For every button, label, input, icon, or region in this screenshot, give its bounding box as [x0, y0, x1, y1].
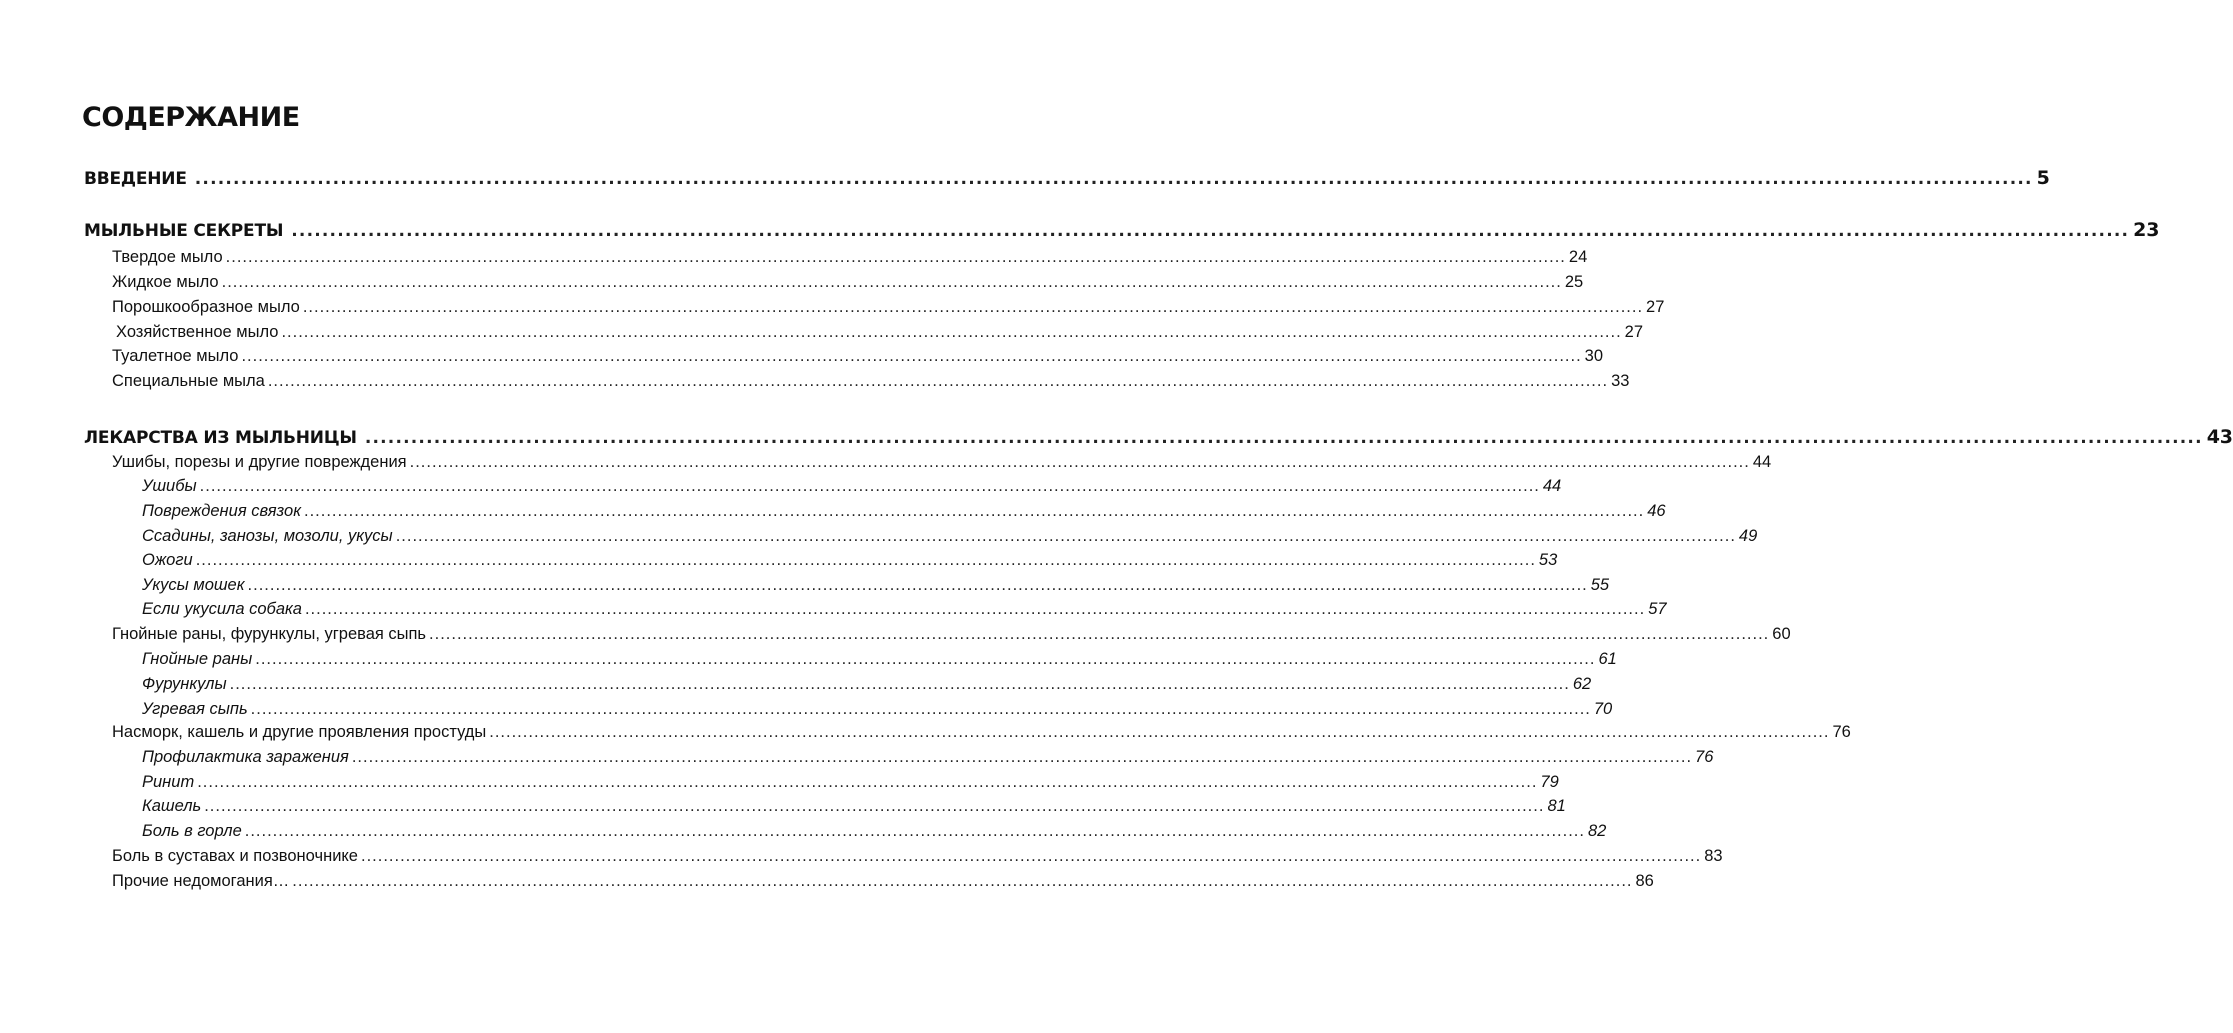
dot-leader: ................................................................................................................................................................................................................................................ — [199, 477, 1540, 495]
dot-leader: ................................................................................................................................................................................................................................................ — [241, 347, 1582, 365]
dot-leader: ................................................................................................................................................................................................................................................ — [244, 822, 1585, 840]
toc-page-number: 57 — [1648, 600, 1667, 618]
toc-page-number: 81 — [1547, 797, 1566, 815]
toc-entry-title: ВВЕДЕНИЕ — [84, 169, 187, 189]
toc-entry-title: Гнойные раны, фурункулы, угревая сыпь — [112, 625, 427, 643]
toc-entry — [116, 320, 1644, 344]
toc-entry-title: Фурункулы — [142, 675, 227, 693]
dot-leader: ................................................................................................................................................................................................................................................ — [489, 723, 1830, 741]
toc-entry-title: Если укусила собака — [142, 600, 302, 618]
toc-page-number: 53 — [1538, 551, 1558, 569]
toc-page-number: 44 — [1542, 477, 1562, 495]
toc-section — [84, 424, 2233, 450]
toc-subentry — [142, 819, 1607, 843]
toc-entry-title: Специальные мыла — [112, 372, 265, 390]
dot-leader: ................................................................................................................................................................................................................................................ — [204, 797, 1545, 815]
toc-page-number: 44 — [1752, 453, 1772, 471]
toc-page-number: 33 — [1611, 372, 1630, 390]
toc-entry-title: Ссадины, занозы, мозоли, укусы — [142, 527, 393, 545]
toc-page-number: 82 — [1587, 822, 1607, 840]
toc-entry-title: Твердое мыло — [112, 248, 223, 266]
toc-page-number: 79 — [1540, 773, 1559, 791]
toc-entry — [112, 270, 1584, 294]
toc-entry-title: Туалетное мыло — [112, 347, 239, 365]
toc-page-number: 61 — [1598, 650, 1617, 668]
toc-entry-title: Укусы мошек — [142, 576, 245, 594]
toc-entry-title: Повреждения связок — [142, 502, 301, 520]
toc-subentry — [142, 597, 1667, 621]
toc-entry-title: Ринит — [142, 773, 195, 791]
toc-entry — [112, 844, 1723, 868]
toc-entry-title: Хозяйственное мыло — [116, 323, 279, 341]
toc-entry-title: Боль в горле — [142, 822, 242, 840]
dot-leader: ................................................................................................................................................................................................................................................ — [247, 576, 1588, 594]
toc-page-number: 25 — [1564, 273, 1584, 291]
dot-leader: ................................................................................................................................................................................................................................................ — [395, 527, 1736, 545]
dot-leader: ................................................................................................................................................................................................................................................ — [225, 248, 1566, 266]
toc-page-number: 24 — [1568, 248, 1588, 266]
toc-page-number: 23 — [2133, 219, 2160, 241]
dot-leader: ................................................................................................................................................................................................................................................ — [195, 551, 1536, 569]
toc-subentry — [142, 647, 1617, 671]
toc-entry — [112, 869, 1654, 893]
dot-leader: ................................................................................................................................................................................................................................................ — [250, 700, 1591, 718]
toc-section — [84, 165, 2050, 191]
dot-leader: ................................................................................................................................................................................................................................................ — [267, 372, 1609, 390]
toc-subentry — [142, 573, 1610, 597]
toc-section — [84, 217, 2160, 243]
toc-subentry — [142, 524, 1758, 548]
toc-entry — [112, 245, 1588, 269]
toc-page-number: 76 — [1695, 748, 1714, 766]
toc-entry — [112, 369, 1630, 393]
dot-leader: ................................................................................................................................................................................................................................................ — [409, 453, 1750, 471]
toc-page-number: 46 — [1647, 502, 1666, 520]
toc-entry-title: Жидкое мыло — [112, 273, 219, 291]
page-title: СОДЕРЖАНИЕ — [82, 102, 300, 133]
toc-subentry — [142, 794, 1566, 818]
dot-leader: ................................................................................................................................................................................................................................................ — [364, 428, 2203, 448]
toc-subentry — [142, 548, 1558, 572]
toc-entry-title: Насморк, кашель и другие проявления простуды — [112, 723, 487, 741]
dot-leader: ................................................................................................................................................................................................................................................ — [429, 625, 1770, 643]
dot-leader: ................................................................................................................................................................................................................................................ — [221, 273, 1562, 291]
toc-page-number: 5 — [2036, 167, 2050, 189]
toc-page-number: 70 — [1593, 700, 1613, 718]
toc-entry-title: Порошкообразное мыло — [112, 298, 300, 316]
dot-leader: ................................................................................................................................................................................................................................................ — [351, 748, 1693, 766]
toc-entry-title: Боль в суставах и позвоночнике — [112, 847, 358, 865]
toc-entry-title: Ушибы, порезы и другие повреждения — [112, 453, 407, 471]
toc-subentry — [142, 770, 1559, 794]
toc-page-number: 55 — [1590, 576, 1610, 594]
toc-entry-title: Угревая сыпь — [142, 700, 248, 718]
toc-page-number: 27 — [1646, 298, 1665, 316]
toc-page-number: 83 — [1704, 847, 1723, 865]
toc-entry-title: Ушибы — [142, 477, 197, 495]
dot-leader: ................................................................................................................................................................................................................................................ — [197, 773, 1538, 791]
toc-subentry — [142, 474, 1562, 498]
dot-leader: ................................................................................................................................................................................................................................................ — [304, 600, 1646, 618]
toc-page-number: 43 — [2206, 426, 2233, 448]
dot-leader: ................................................................................................................................................................................................................................................ — [194, 169, 2033, 189]
dot-leader: ................................................................................................................................................................................................................................................ — [302, 298, 1644, 316]
toc-page-number: 30 — [1584, 347, 1604, 365]
dot-leader: ................................................................................................................................................................................................................................................ — [361, 847, 1702, 865]
toc-page-number: 60 — [1772, 625, 1791, 643]
toc-page-number: 62 — [1572, 675, 1592, 693]
toc-entry — [112, 344, 1604, 368]
dot-leader: ................................................................................................................................................................................................................................................ — [292, 872, 1633, 890]
toc-subentry — [142, 672, 1592, 696]
toc-entry — [112, 450, 1772, 474]
toc-subentry — [142, 499, 1666, 523]
dot-leader: ................................................................................................................................................................................................................................................ — [291, 221, 2130, 241]
toc-entry-title: Кашель — [142, 797, 202, 815]
toc-subentry — [142, 697, 1613, 721]
toc-entry — [112, 720, 1851, 744]
dot-leader: ................................................................................................................................................................................................................................................ — [281, 323, 1622, 341]
toc-entry-title: Ожоги — [142, 551, 193, 569]
dot-leader: ................................................................................................................................................................................................................................................ — [303, 502, 1645, 520]
dot-leader: ................................................................................................................................................................................................................................................ — [255, 650, 1596, 668]
toc-entry — [112, 622, 1791, 646]
dot-leader: ................................................................................................................................................................................................................................................ — [229, 675, 1570, 693]
toc-page-number: 49 — [1738, 527, 1758, 545]
toc-page-number: 86 — [1635, 872, 1654, 890]
toc-entry-title: ЛЕКАРСТВА ИЗ МЫЛЬНИЦЫ — [84, 428, 357, 448]
toc-entry-title: МЫЛЬНЫЕ СЕКРЕТЫ — [84, 221, 284, 241]
toc-entry-title: Прочие недомогания… — [112, 872, 290, 890]
toc-entry-title: Гнойные раны — [142, 650, 253, 668]
toc-page-number: 27 — [1624, 323, 1644, 341]
toc-entry — [112, 295, 1665, 319]
toc-subentry — [142, 745, 1714, 769]
toc-page-number: 76 — [1832, 723, 1851, 741]
toc-entry-title: Профилактика заражения — [142, 748, 349, 766]
